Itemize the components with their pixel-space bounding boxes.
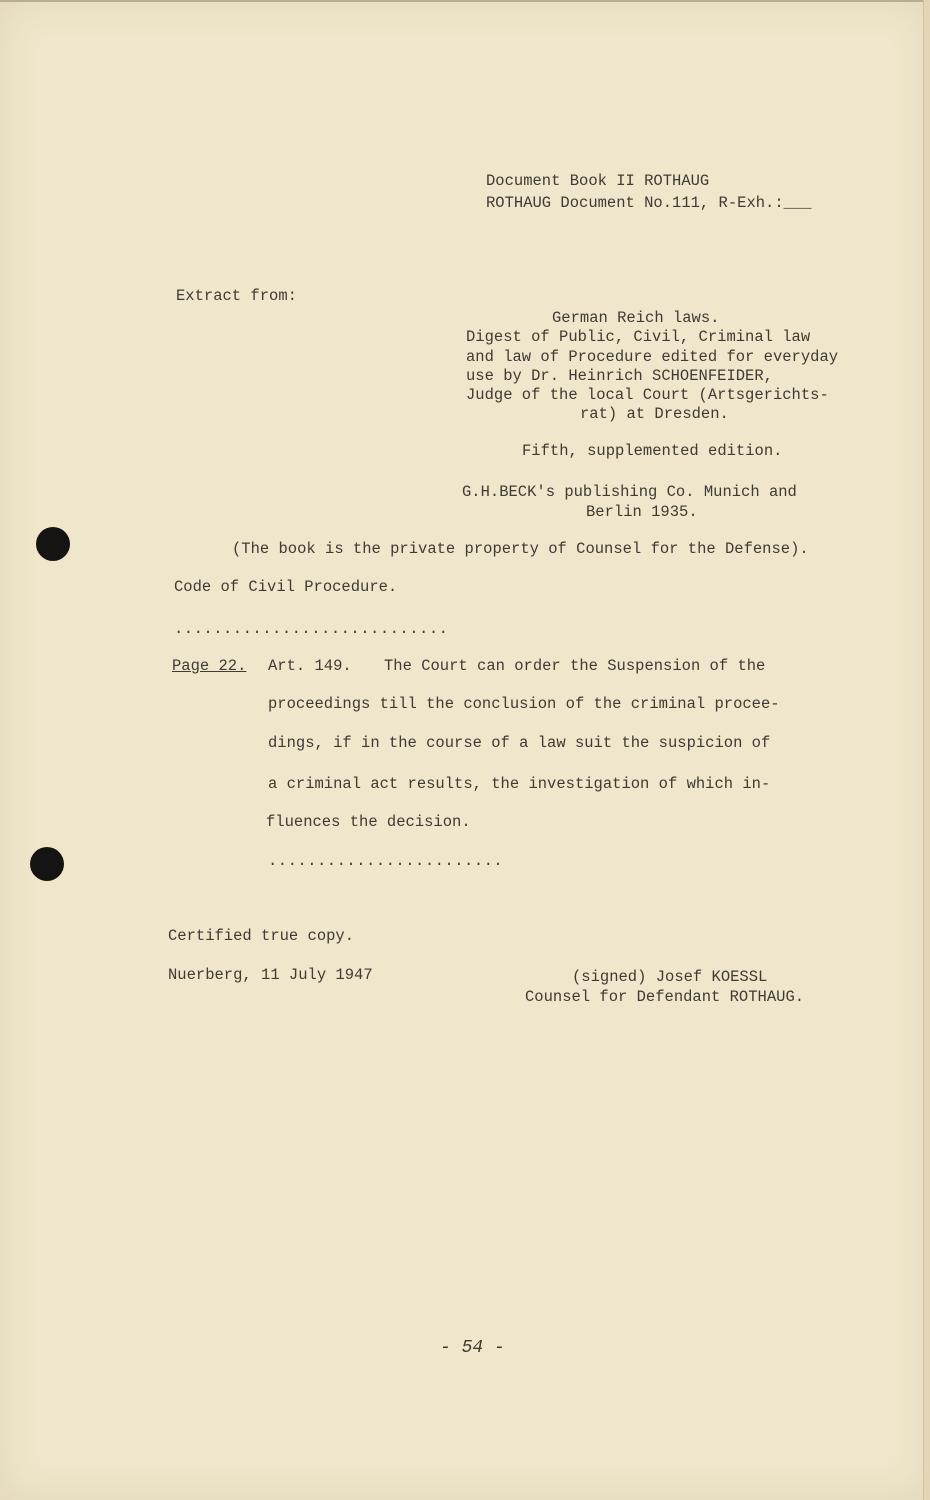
source-line-5: Judge of the local Court (Artsgerichts- [466, 386, 829, 404]
source-line-4: use by Dr. Heinrich SCHOENFEIDER, [466, 367, 773, 385]
article-line-2: proceedings till the conclusion of the criminal procee- [268, 695, 780, 713]
place-date: Nuerberg, 11 July 1947 [168, 966, 373, 984]
article-line-1: The Court can order the Suspension of the [384, 657, 766, 675]
edition-line: Fifth, supplemented edition. [522, 442, 783, 460]
article-number: Art. 149. [268, 657, 352, 675]
extract-label: Extract from: [176, 287, 297, 305]
publisher-line-2: Berlin 1935. [586, 503, 698, 521]
punch-hole-top [36, 527, 70, 561]
article-line-3: dings, if in the course of a law suit the suspicion of [268, 734, 771, 752]
article-line-4: a criminal act results, the investigation of which in- [268, 775, 771, 793]
source-line-2: Digest of Public, Civil, Criminal law [466, 328, 811, 346]
source-line-1: German Reich laws. [552, 309, 720, 327]
page-right-edge [923, 0, 930, 1500]
page-reference: Page 22. [172, 657, 247, 675]
signatory-role: Counsel for Defendant ROTHAUG. [525, 988, 805, 1006]
source-line-6: rat) at Dresden. [580, 405, 729, 423]
header-doc-number: ROTHAUG Document No.111, R-Exh.:___ [486, 194, 812, 212]
source-line-3: and law of Procedure edited for everyday [466, 348, 839, 366]
punch-hole-bottom [30, 847, 64, 881]
page-number: - 54 - [440, 1338, 505, 1358]
page-top-edge [0, 0, 930, 2]
code-title: Code of Civil Procedure. [174, 578, 398, 596]
dots-separator-top: ............................ [174, 620, 449, 638]
publisher-line-1: G.H.BECK's publishing Co. Munich and [462, 483, 797, 501]
signature-line: (signed) Josef KOESSL [572, 968, 768, 986]
article-line-5: fluences the decision. [266, 813, 471, 831]
ownership-note: (The book is the private property of Counsel for the Defense). [232, 540, 809, 558]
header-doc-book: Document Book II ROTHAUG [486, 172, 710, 190]
certified-label: Certified true copy. [168, 927, 355, 945]
dots-separator-bottom: ........................ [268, 852, 504, 870]
